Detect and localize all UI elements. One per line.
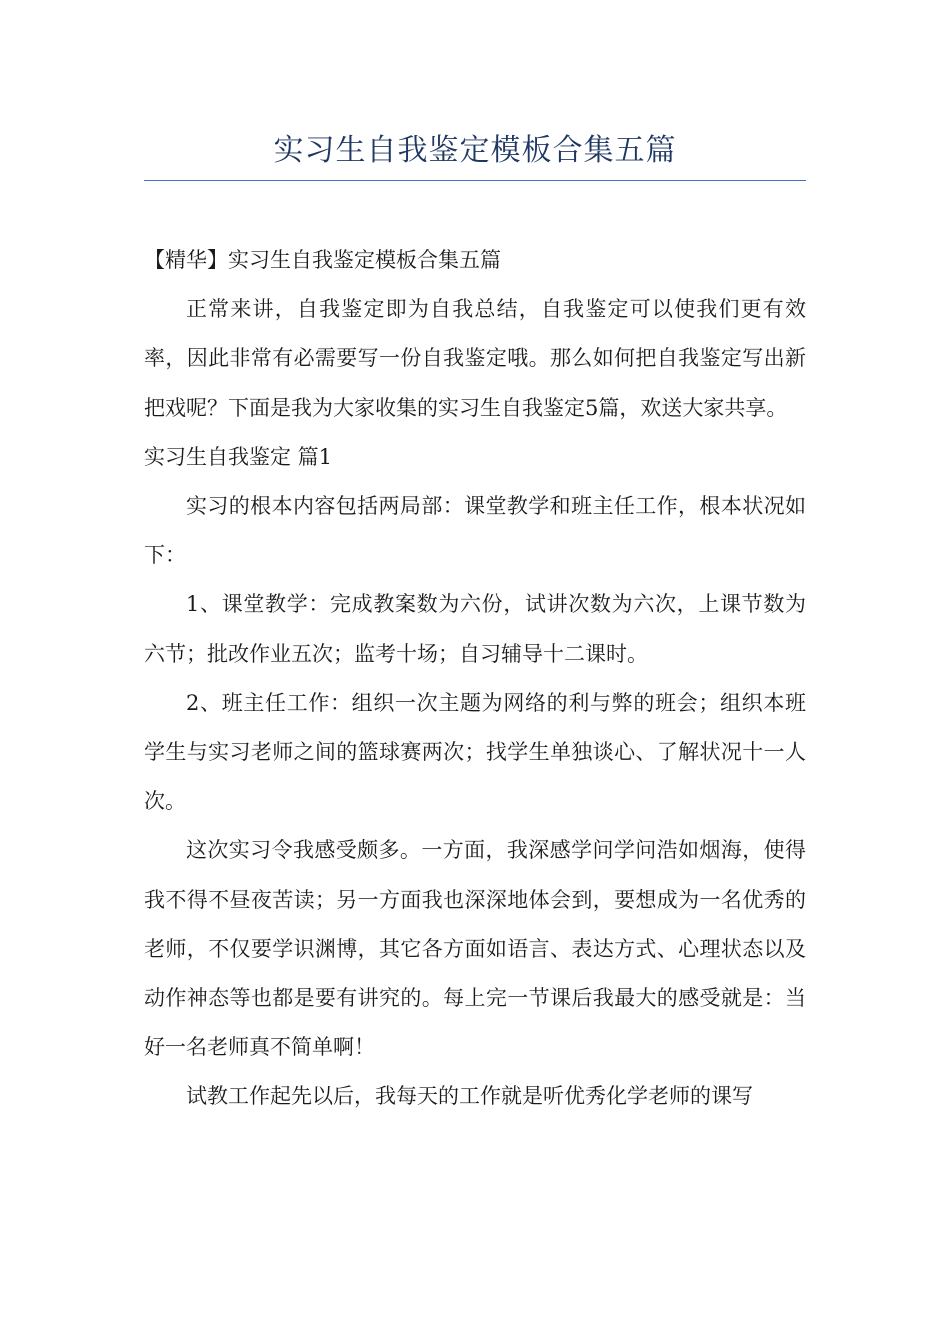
paragraph-list-item: 1、课堂教学：完成教案数为六份，试讲次数为六次，上课节数为六节；批改作业五次；监考十场；自习辅导十二课时。 bbox=[144, 592, 806, 666]
title-underline bbox=[144, 180, 806, 181]
paragraph: 这次实习令我感受颇多。一方面，我深感学问学问浩如烟海，使得我不得不昼夜苦读；另一方面我也深深地体会到，要想成为一名优秀的老师，不仅要学识渊博，其它各方面如语言、表达方式、心理状态以及动作神态等也都是要有讲究的。每上完一节课后我最大的感受就是：当好一名老师真不简单啊！ bbox=[144, 838, 806, 1060]
document-title: 实习生自我鉴定模板合集五篇 bbox=[273, 133, 677, 168]
paragraph-intro: 正常来讲，自我鉴定即为自我总结，自我鉴定可以使我们更有效率，因此非常有必需要写一份自我鉴定哦。那么如何把自我鉴定写出新把戏呢？下面是我为大家收集的实习生自我鉴定5篇，欢送大家共享。 bbox=[144, 297, 806, 420]
paragraph: 试教工作起先以后，我每天的工作就是听优秀化学老师的课写 bbox=[186, 1084, 753, 1109]
paragraph: 实习的根本内容包括两局部：课堂教学和班主任工作，根本状况如下： bbox=[144, 494, 806, 568]
paragraph-list-item: 2、班主任工作：组织一次主题为网络的利与弊的班会；组织本班学生与实习老师之间的篮球赛两次；找学生单独谈心、了解状况十一人次。 bbox=[144, 690, 806, 814]
paragraph-heading: 【精华】实习生自我鉴定模板合集五篇 bbox=[144, 248, 501, 272]
section-heading: 实习生自我鉴定 篇1 bbox=[144, 444, 333, 469]
document-body bbox=[144, 236, 806, 1122]
